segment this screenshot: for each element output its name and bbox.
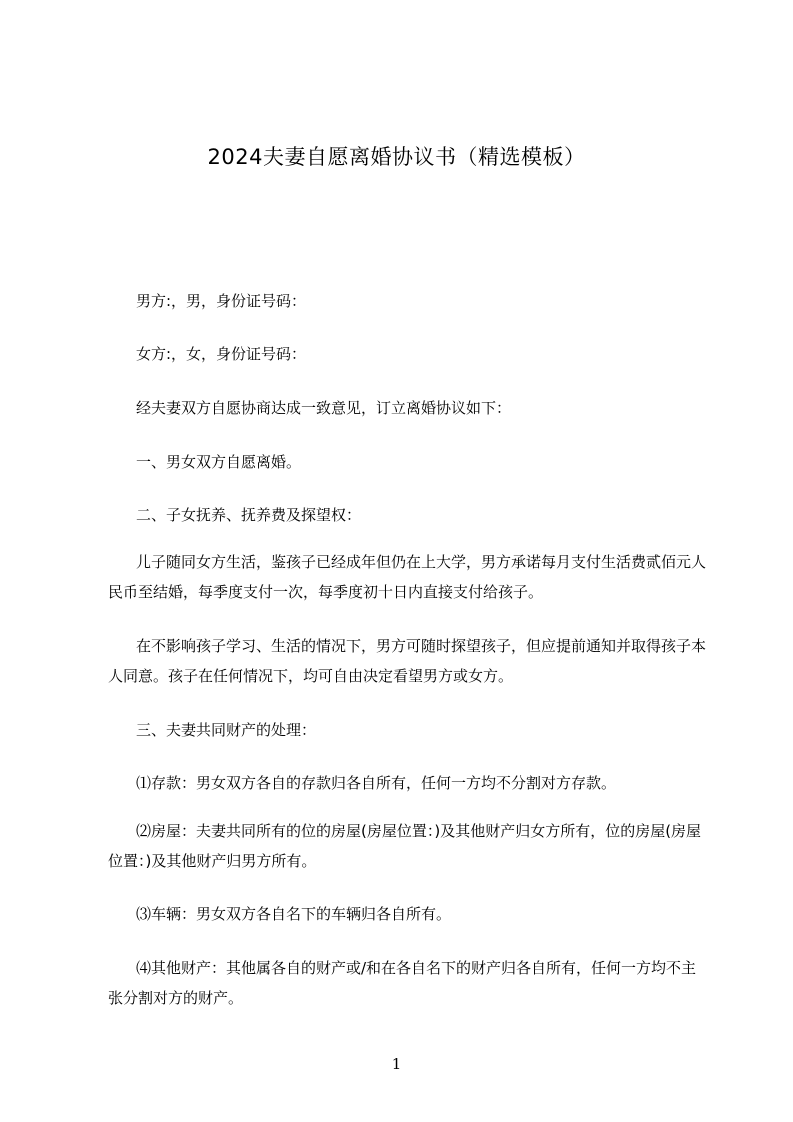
paragraph-female-party: 女方:，女，身份证号码： xyxy=(136,345,307,363)
paragraph-visitation: 在不影响孩子学习、生活的情况下，男方可随时探望孩子，但应提前通知并取得孩子本人同意。孩子在任何情况下，均可自由决定看望男方或女方。 xyxy=(108,637,707,685)
document-title: 2024夫妻自愿离婚协议书（精选模板） xyxy=(207,145,586,169)
paragraph-section-two-heading: 二、子女抚养、抚养费及探望权： xyxy=(136,506,362,524)
paragraph-vehicles: ⑶车辆：男女双方各自名下的车辆归各自所有。 xyxy=(136,905,452,923)
paragraph-other-property: ⑷其他财产：其他属各自的财产或/和在各自名下的财产归各自所有，任何一方均不主张分割对方的财产。 xyxy=(108,959,697,1007)
paragraph-section-three-heading: 三、夫妻共同财产的处理： xyxy=(136,721,317,739)
paragraph-child-custody: 儿子随同女方生活，鉴孩子已经成年但仍在上大学，男方承诺每月支付生活费贰佰元人民币至结婚，每季度支付一次，每季度初十日内直接支付给孩子。 xyxy=(108,553,707,601)
paragraph-section-one: 一、男女双方自愿离婚。 xyxy=(136,453,302,471)
paragraph-agreement-intro: 经夫妻双方自愿协商达成一致意见，订立离婚协议如下： xyxy=(136,399,512,417)
paragraph-deposits: ⑴存款：男女双方各自的存款归各自所有，任何一方均不分割对方存款。 xyxy=(136,774,617,792)
paragraph-housing: ⑵房屋：夫妻共同所有的位的房屋(房屋位置：)及其他财产归女方所有，位的房屋(房屋位置：)及其他财产归男方所有。 xyxy=(108,822,702,870)
paragraph-male-party: 男方:，男，身份证号码： xyxy=(136,292,307,310)
page-number: 1 xyxy=(391,1055,402,1073)
